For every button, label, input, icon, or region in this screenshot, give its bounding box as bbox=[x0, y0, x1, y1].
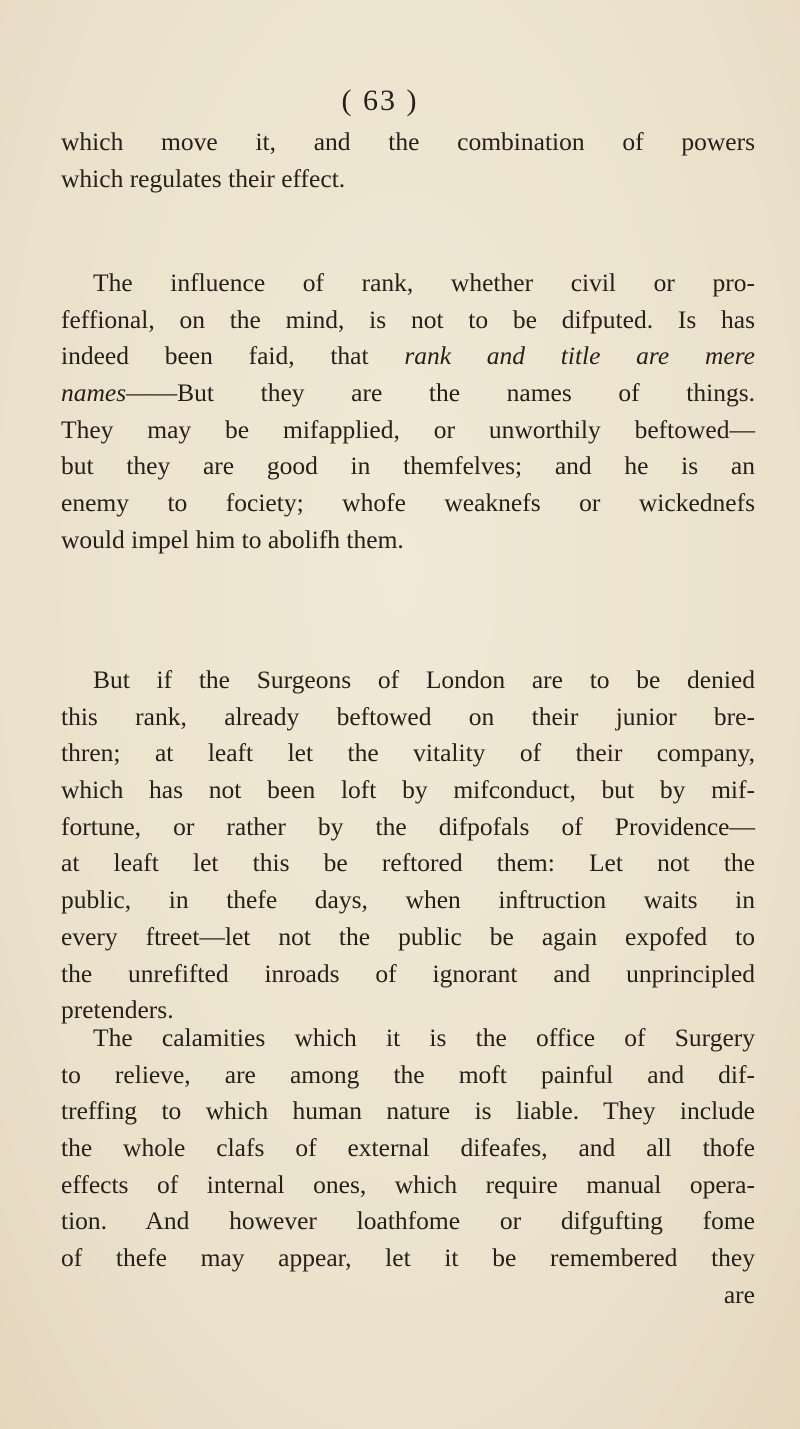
text-line: to relieve, are among the moft painful and dif- bbox=[61, 1059, 755, 1089]
text-line: treffing to which human nature is liable. They include bbox=[61, 1096, 755, 1126]
text-line: public, in thefe days, when inftruction waits in bbox=[61, 885, 755, 915]
text-line: which has not been loft by mifconduct, but by mif- bbox=[61, 775, 755, 805]
paragraph-1 bbox=[61, 124, 755, 197]
text-line: The calamities which it is the office of Surgery bbox=[93, 1023, 755, 1052]
paragraph-3 bbox=[61, 662, 755, 1029]
text-line: the whole clafs of external difeafes, and all thofe bbox=[61, 1133, 755, 1163]
page-number: ( 63 ) bbox=[341, 84, 419, 117]
text-line: The influence of rank, whether civil or pro- bbox=[93, 268, 755, 297]
text-line: fortune, or rather by the difpofals of Providence— bbox=[61, 811, 755, 841]
text-line: pretenders. bbox=[61, 995, 174, 1025]
text-line: tion. And however loathfome or difgufting fome bbox=[61, 1206, 755, 1236]
text-line: at leaft let this be reftored them: Let not the bbox=[61, 848, 755, 878]
paragraph-2 bbox=[61, 265, 755, 559]
text-line: thren; at leaft let the vitality of their company, bbox=[61, 738, 755, 768]
paragraph-4 bbox=[61, 1020, 755, 1314]
text-line: this rank, already beftowed on their junior bre- bbox=[61, 701, 755, 731]
text-line: the unrefifted inroads of ignorant and unprincipled bbox=[61, 958, 755, 988]
text-line bbox=[61, 375, 755, 412]
text-line: enemy to fociety; whofe weaknefs or wickednefs bbox=[61, 488, 755, 518]
italic-text: names bbox=[61, 378, 127, 408]
catchword: are bbox=[723, 1279, 755, 1309]
text-line: effects of internal ones, which require manual opera- bbox=[61, 1169, 755, 1199]
text-line: which regulates their effect. bbox=[61, 163, 346, 193]
text-line: would impel him to abolifh them. bbox=[61, 524, 404, 554]
text-line: feffional, on the mind, is not to be difputed. Is has bbox=[61, 304, 755, 334]
text-segment: ——But they are the names of things. bbox=[126, 378, 755, 408]
text-segment: indeed been faid, that bbox=[61, 341, 369, 371]
text-line: But if the Surgeons of London are to be denied bbox=[93, 665, 755, 694]
text-line: They may be mifapplied, or unworthily beftowed— bbox=[61, 414, 755, 444]
text-line: but they are good in themfelves; and he is an bbox=[61, 451, 755, 481]
text-line: which move it, and the combination of powers bbox=[61, 127, 755, 156]
italic-text: rank and title are mere bbox=[404, 341, 755, 371]
text-line: of thefe may appear, let it be remembered they bbox=[61, 1243, 755, 1273]
text-line: every ftreet—let not the public be again expofed to bbox=[61, 921, 755, 951]
text-line bbox=[61, 338, 755, 375]
